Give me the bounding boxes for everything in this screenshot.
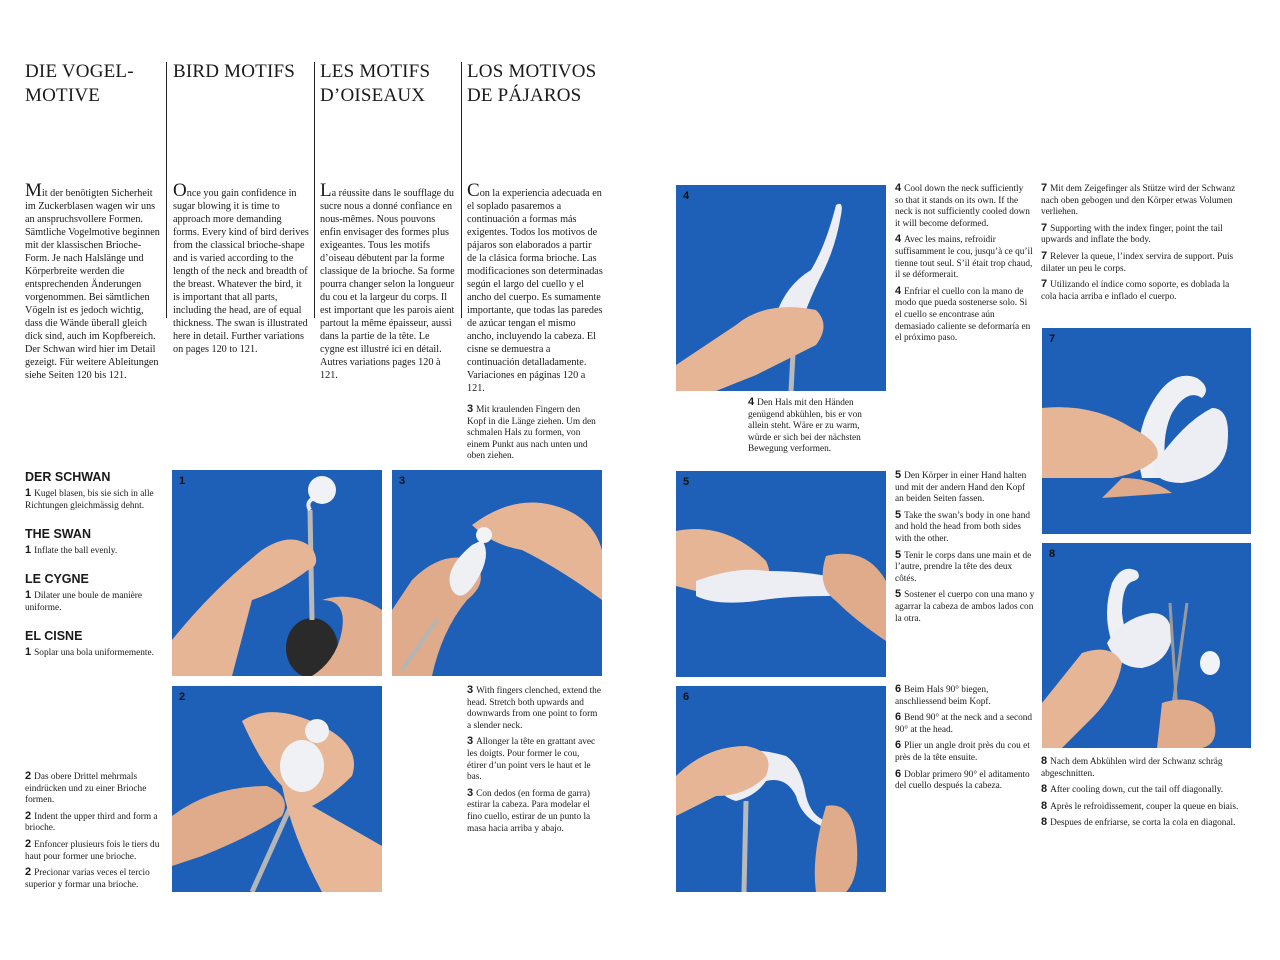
photo-step-3: 3 (392, 470, 602, 676)
photo-step-6-illustration (676, 686, 886, 892)
photo-step-3-illustration (392, 470, 602, 676)
photo-step-6: 6 (676, 686, 886, 892)
intro-de: Mit der benötigten Sicherheit im Zuckerblasen wagen wir uns an anspruchsvollere Formen. Sämtliche Vogelmotive beginnen mit der klassischen Brioche-Form. Je nach Halslänge und Körperbreite werden die entsprechenden Änderungen vorgenommen. Bei sämtlichen Vögeln ist es jedoch wichtig, dass die Wände überall gleich dick sind, auch im Kopfbereich. Der Schwan wird hier im Detail gezeigt. Für weitere Ableitungen siehe Seiten 120 bis 121. (25, 180, 160, 381)
section-fr: LE CYGNE 1 Dilater une boule de manière uniforme. (25, 572, 143, 613)
caption-step-3-de: 3 Mit kraulenden Fingern den Kopf in die Länge ziehen. Um den schmalen Hals zu formen, von einem Punkt aus nach unten und oben ziehen. (467, 403, 596, 462)
photo-step-4: 4 (676, 185, 886, 391)
title-es: LOS MOTIVOS DE PÁJAROS (467, 61, 597, 106)
photo-step-2: 2 (172, 686, 382, 892)
swan-headings (25, 470, 165, 660)
column-divider (314, 62, 315, 318)
intro-fr: La réussite dans le soufflage du sucre nous a donné confiance en nous-mêmes. Nous pouvons enfin envisager des formes plus exigeantes. Tous les motifs d’oiseau débutent par la forme classique de la brioche. Sa forme pourra changer selon la longueur du cou et la largeur du corps. Il est important que les parois aient partout la même épaisseur, aussi dans la partie de la tête. Le cygne est illustré ici en détail. Autres variations pages 120 à 121. (320, 180, 455, 381)
caption-step-4: 4 Cool down the neck sufficiently so that it stands on its own. If the neck is not sufficiently cooled down it will become deformed. 4 Avec les mains, refroidir suffisamment le cou, jusqu’à ce qu’il tienne tout seul. S’il était trop chaud, il se déformerait. 4 Enfriar el cuello con la mano de modo que pueda sostenerse solo. Si el cuello se encontrase aún demasiado caliente se deformaría en el próximo paso. (895, 182, 1033, 344)
photo-step-4-illustration (676, 185, 886, 391)
caption-step-2: 2 Das obere Drittel mehrmals eindrücken und zu einer Brioche formen. 2 Indent the upper third and form a brioche. 2 Enfoncer plusieurs fois le tiers du haut pour former une brioche. 2 Precionar varias veces el tercio superior y formar una brioche. (25, 770, 160, 890)
photo-step-7: 7 (1042, 328, 1251, 534)
photo-step-8: 8 (1042, 543, 1251, 748)
intro-es: Con la experiencia adecuada en el soplado pasaremos a continuación a formas más exigentes. Todos los motivos de pájaros son elaborados a partir de la clásica forma brioche. Las modificaciones son determinadas según el largo del cuello y el ancho del cuerpo. Es sumamente importante, que todas las paredes de azúcar tengan el mismo ancho, incluyendo la cabeza. El cisne se demuestra a continuación detalladamente. Variaciones en páginas 120 a 121. (467, 180, 603, 394)
intro-en: Once you gain confidence in sugar blowing it is time to approach more demanding forms. Every kind of bird derives from the classical brioche-shape and is varied according to the length of the neck and breadth of the breast. Whatever the bird, it is important that all parts, including the head, are of equal thickness. The swan is illustrated here in detail. Further variations on pages 120 to 121. (173, 180, 309, 355)
caption-step-3: 3 With fingers clenched, extend the head. Stretch both upwards and downwards from one point to form a slender neck. 3 Allonger la tête en grattant avec les doigts. Pour former le cou, étirer d’un point vers le haut et le bas. 3 Con dedos (en forma de garra) estirar la cabeza. Para modelar el fino cuello, estirar de un punto la masa hacia arriba y abajo. (467, 684, 601, 834)
photo-step-1-illustration (172, 470, 382, 676)
caption-step-6: 6 Beim Hals 90° biegen, anschliessend beim Kopf. 6 Bend 90° at the neck and a second 90° at the head. 6 Plier un angle droit près du cou et près de la tête ensuite. 6 Doblar primero 90° el aditamento del cuello después la cabeza. (895, 683, 1033, 792)
caption-step-8: 8 Nach dem Abkühlen wird der Schwanz schräg abgeschnitten. 8 After cooling down, cut the tail off diagonally. 8 Après le refroidissement, couper la queue en biais. 8 Despues de enfriarse, se corta la cola en diagonal. (1041, 755, 1239, 829)
column-divider (461, 62, 462, 318)
section-es: EL CISNE 1 Soplar una bola uniformemente. (25, 629, 154, 658)
caption-step-7: 7 Mit dem Zeigefinger als Stütze wird der Schwanz nach oben gebogen und den Körper etwas Volumen verliehen. 7 Supporting with the index finger, point the tail upwards and inflate the body. 7 Relever la queue, l’index servira de support. Puis dilater un peu le corps. 7 Utilizando el índice como soporte, es doblada la cola hacia arriba e inflado el cuerpo. (1041, 182, 1236, 302)
photo-step-2-illustration (172, 686, 382, 892)
section-de: DER SCHWAN 1 Kugel blasen, bis sie sich in alle Richtungen gleichmässig dehnt. (25, 470, 154, 511)
title-en: BIRD MOTIFS (173, 61, 296, 82)
title-fr: LES MOTIFS D’OISEAUX (320, 61, 431, 106)
photo-step-1: 1 (172, 470, 382, 676)
caption-step-5: 5 Den Körper in einer Hand halten und mit der andern Hand den Kopf an beiden Seiten fassen. 5 Take the swan’s body in one hand and hold the head from both sides with the other. 5 Tenir le corps dans une main et de l’autre, prendre la tête des deux côtés. 5 Sostener el cuerpo con una mano y agarrar la cabeza de ambos lados con la otra. (895, 469, 1035, 624)
title-de: DIE VOGEL- MOTIVE (25, 61, 134, 106)
photo-step-7-illustration (1042, 328, 1251, 534)
column-divider (166, 62, 167, 318)
caption-step-4-de: 4 Den Hals mit den Händen genügend abkühlen, bis er von allein steht. Wäre er zu warm, würde er sich bei der nächsten Bewegung verformen. (748, 396, 862, 455)
photo-step-8-illustration (1042, 543, 1251, 748)
section-en: THE SWAN 1 Inflate the ball evenly. (25, 527, 118, 556)
photo-step-5-illustration (676, 471, 886, 677)
photo-step-5: 5 (676, 471, 886, 677)
